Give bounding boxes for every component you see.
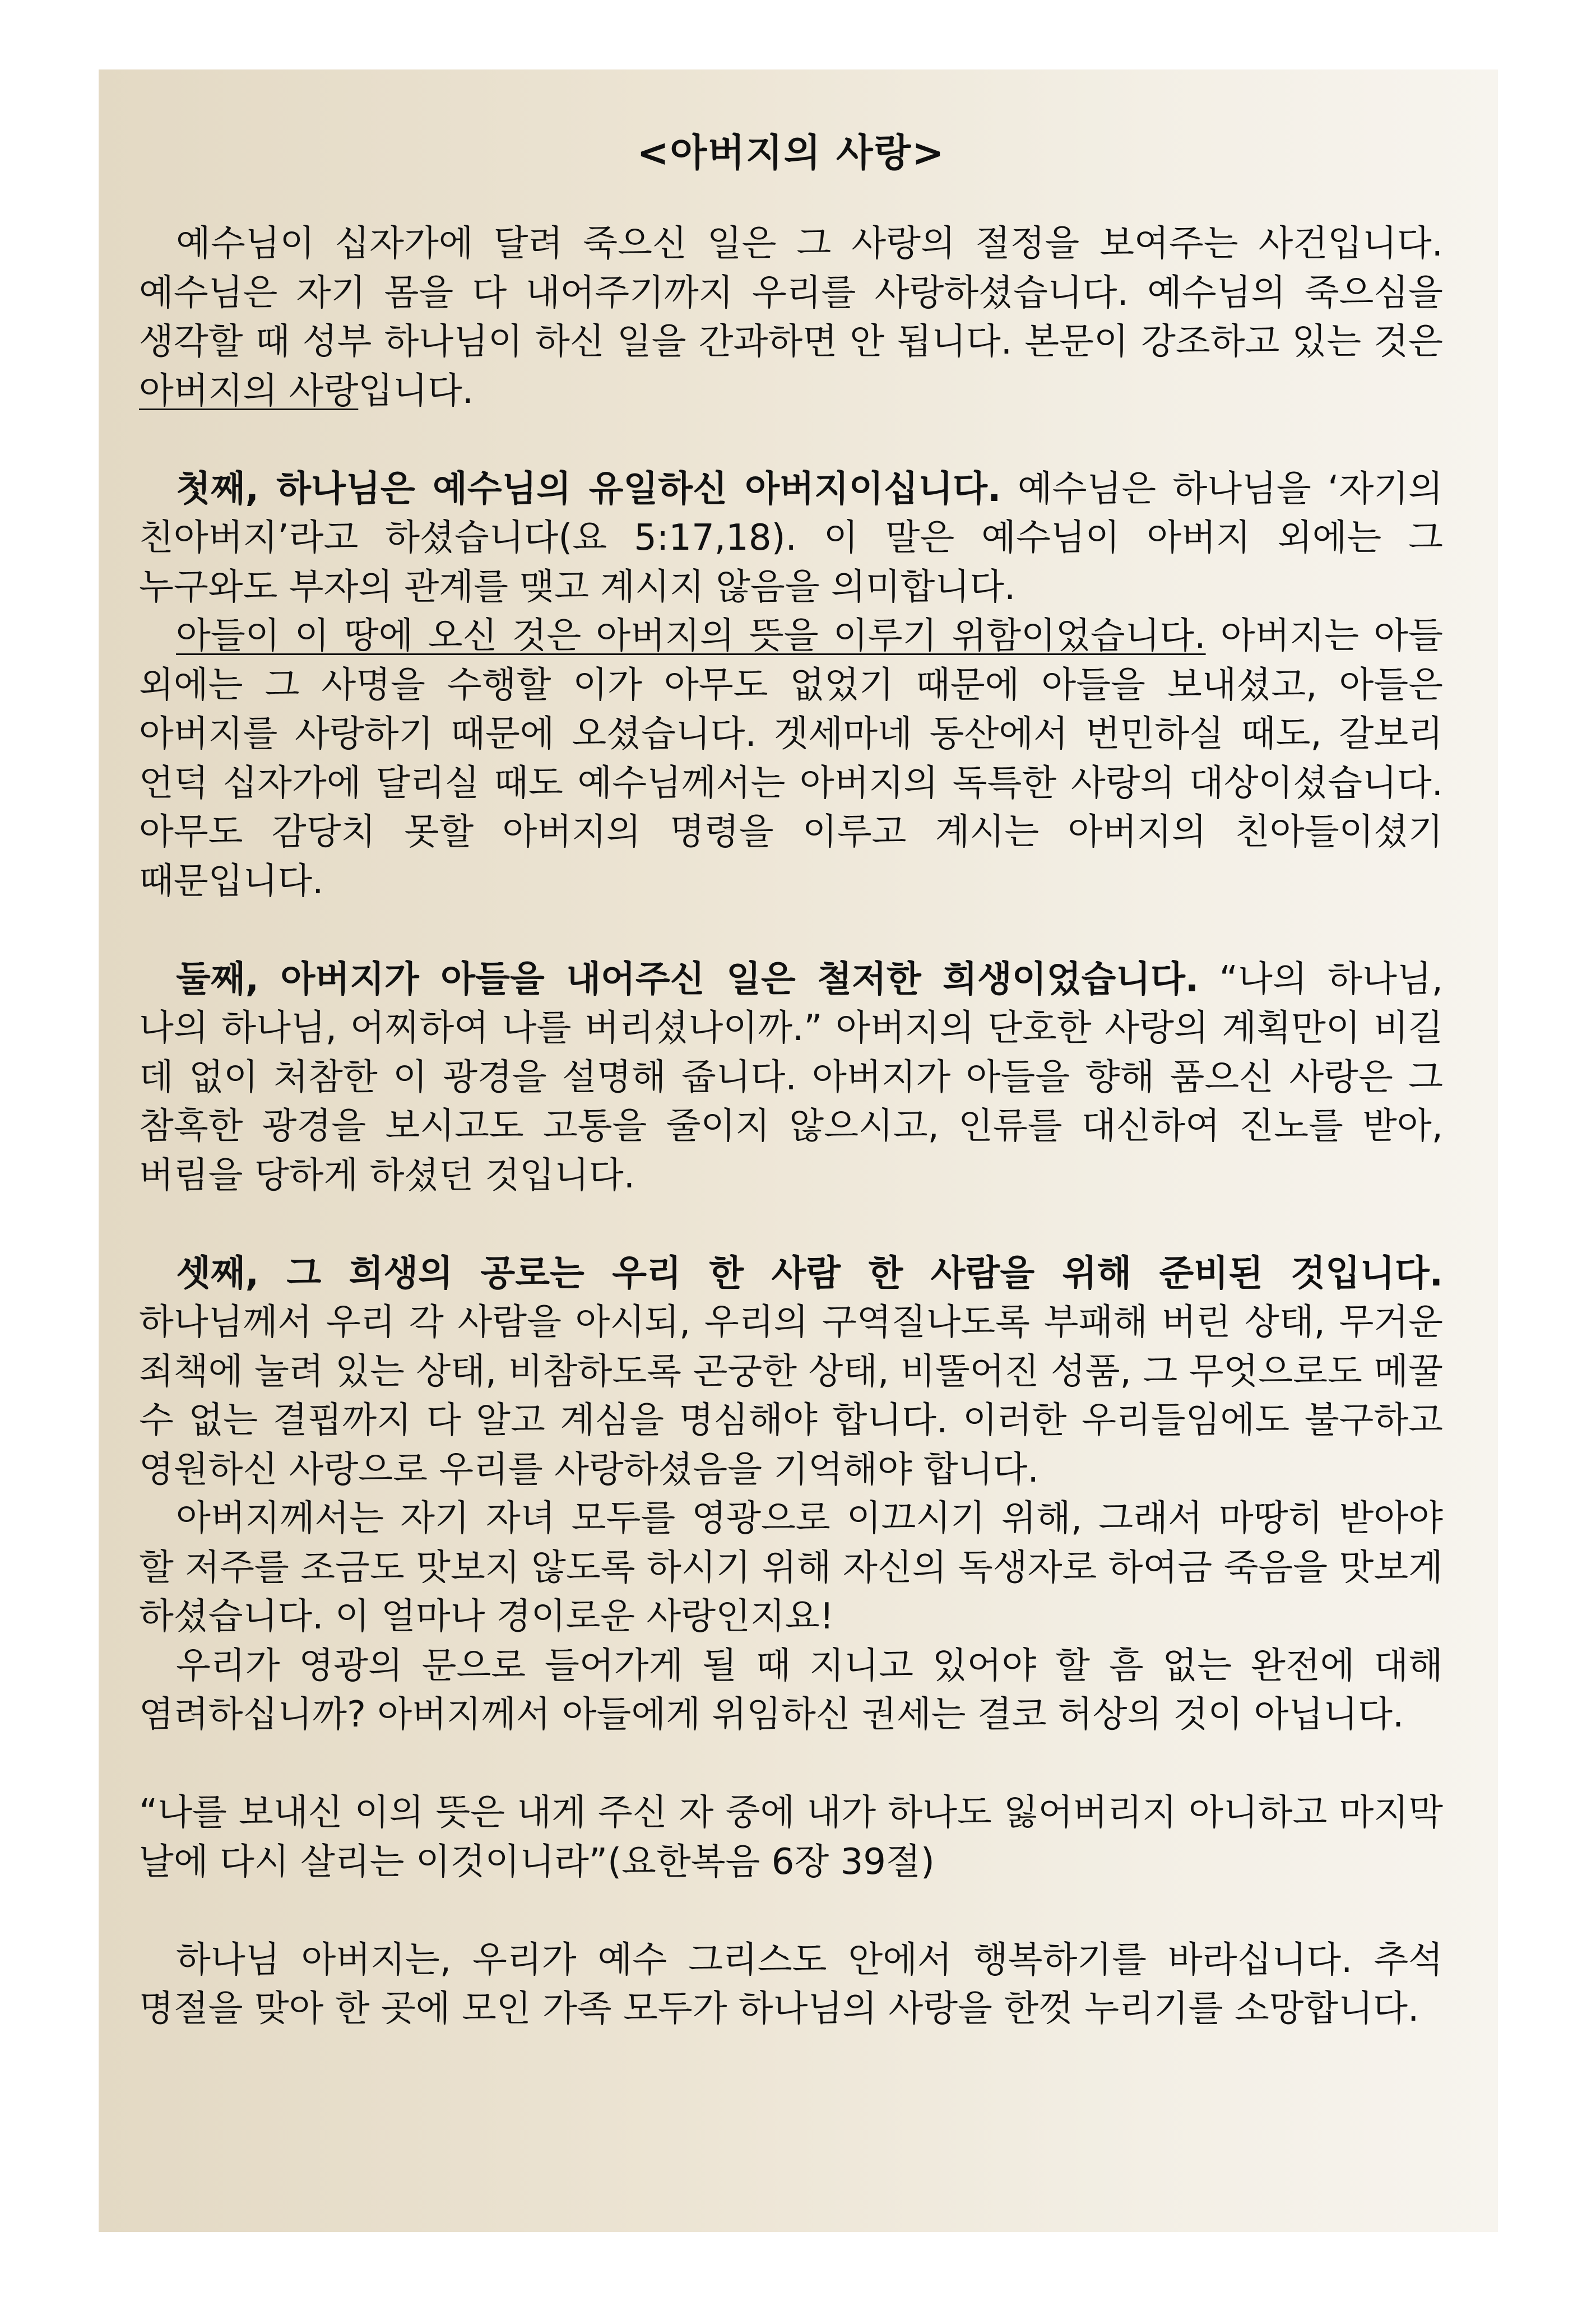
point1-paragraph-2 [139,612,1443,906]
intro-paragraph [139,220,1443,416]
closing-paragraph: 하나님 아버지는, 우리가 예수 그리스도 안에서 행복하기를 바라십니다. 추석 명절을 맞아 한 곳에 모인 가족 모두가 하나님의 사랑을 한껏 누리기를 소망합니다. [139,1939,1443,2030]
point1-heading: 첫째, 하나님은 예수님의 유일하신 아버지이십니다. [176,468,1001,510]
point3-paragraph-3: 우리가 영광의 문으로 들어가게 될 때 지니고 있어야 할 흠 없는 완전에 대해 염려하십니까? 아버지께서 아들에게 위임하신 권세는 결코 허상의 것이 아닙니다. [139,1645,1443,1735]
point2-text: “나의 하나님, 나의 하나님, 어찌하여 나를 버리셨나이까.” 아버지의 단호한 사랑의 계획만이 비길 데 없이 처참한 이 광경을 설명해 줍니다. 아버지가 아들을 향해 품으신 사랑은 그 참혹한 광경을 보시고도 고통을 줄이지 않으시고, 인류를 대신하여 진노를 받아, 버림을 당하게 하셨던 것입니다. [139,958,1443,1196]
paragraph-spacer [139,416,1443,465]
scripture-quote: “나를 보내신 이의 뜻은 내게 주신 자 중에 내가 하나도 잃어버리지 아니하고 마지막 날에 다시 살리는 이것이니라”(요한복음 6장 39절) [139,1792,1443,1883]
paragraph-spacer [139,1200,1443,1250]
point3-text: 하나님께서 우리 각 사람을 아시되, 우리의 구역질나도록 부패해 버린 상태, 무거운 죄책에 눌려 있는 상태, 비참하도록 곤궁한 상태, 비뚤어진 성품, 그 무엇으로도 메꿀 수 없는 결핍까지 다 알고 계심을 명심해야 합니다. 이러한 우리들임에도 불구하고 영원하신 사랑으로 우리를 사랑하셨음을 기억해야 합니다. [139,1302,1443,1491]
point3-heading: 셋째, 그 희생의 공로는 우리 한 사람 한 사람을 위해 준비된 것입니다. [176,1252,1443,1294]
paragraph-spacer [139,1740,1443,1789]
intro-text: 예수님이 십자가에 달려 죽으신 일은 그 사랑의 절정을 보여주는 사건입니다. 예수님은 자기 몸을 다 내어주기까지 우리를 사랑하셨습니다. 예수님의 죽으심을 생각할 때 성부 하나님이 하신 일을 간과하면 안 됩니다. 본문이 강조하고 있는 것은 [139,223,1443,363]
document-page [99,69,1498,2232]
intro-text-end: 입니다. [358,370,474,412]
point2-heading: 둘째, 아버지가 아들을 내어주신 일은 철저한 희생이었습니다. [176,958,1199,1000]
point2-paragraph [139,955,1443,1201]
point1-paragraph [139,465,1443,612]
point1-paragraph-2-text: 아버지는 아들 외에는 그 사명을 수행할 이가 아무도 없었기 때문에 아들을 보내셨고, 아들은 아버지를 사랑하기 때문에 오셨습니다. 겟세마네 동산에서 번민하실 때도, 갈보리 언덕 십자가에 달리실 때도 예수님께서는 아버지의 독특한 사랑의 대상이셨습니다. 아무도 감당치 못할 아버지의 명령을 이루고 계시는 아버지의 친아들이셨기 때문입니다. [139,615,1443,902]
point1-underlined-sentence: 아들이 이 땅에 오신 것은 아버지의 뜻을 이루기 위함이었습니다. [176,615,1206,657]
page-title: <아버지의 사랑> [637,131,945,175]
intro-underlined-phrase: 아버지의 사랑 [139,370,359,412]
paragraph-spacer [139,906,1443,955]
paragraph-spacer [139,1887,1443,1936]
point1-text: 예수님은 하나님을 ‘자기의 친아버지’라고 하셨습니다(요 5:17,18). 이 말은 예수님이 아버지 외에는 그 누구와도 부자의 관계를 맺고 계시지 않음을 의미합니다. [139,468,1443,608]
point3-paragraph-2: 아버지께서는 자기 자녀 모두를 영광으로 이끄시기 위해, 그래서 마땅히 받아야 할 저주를 조금도 맛보지 않도록 하시기 위해 자신의 독생자로 하여금 죽음을 맛보게 하셨습니다. 이 얼마나 경이로운 사랑인지요! [139,1498,1443,1637]
point3-paragraph [139,1250,1443,1495]
